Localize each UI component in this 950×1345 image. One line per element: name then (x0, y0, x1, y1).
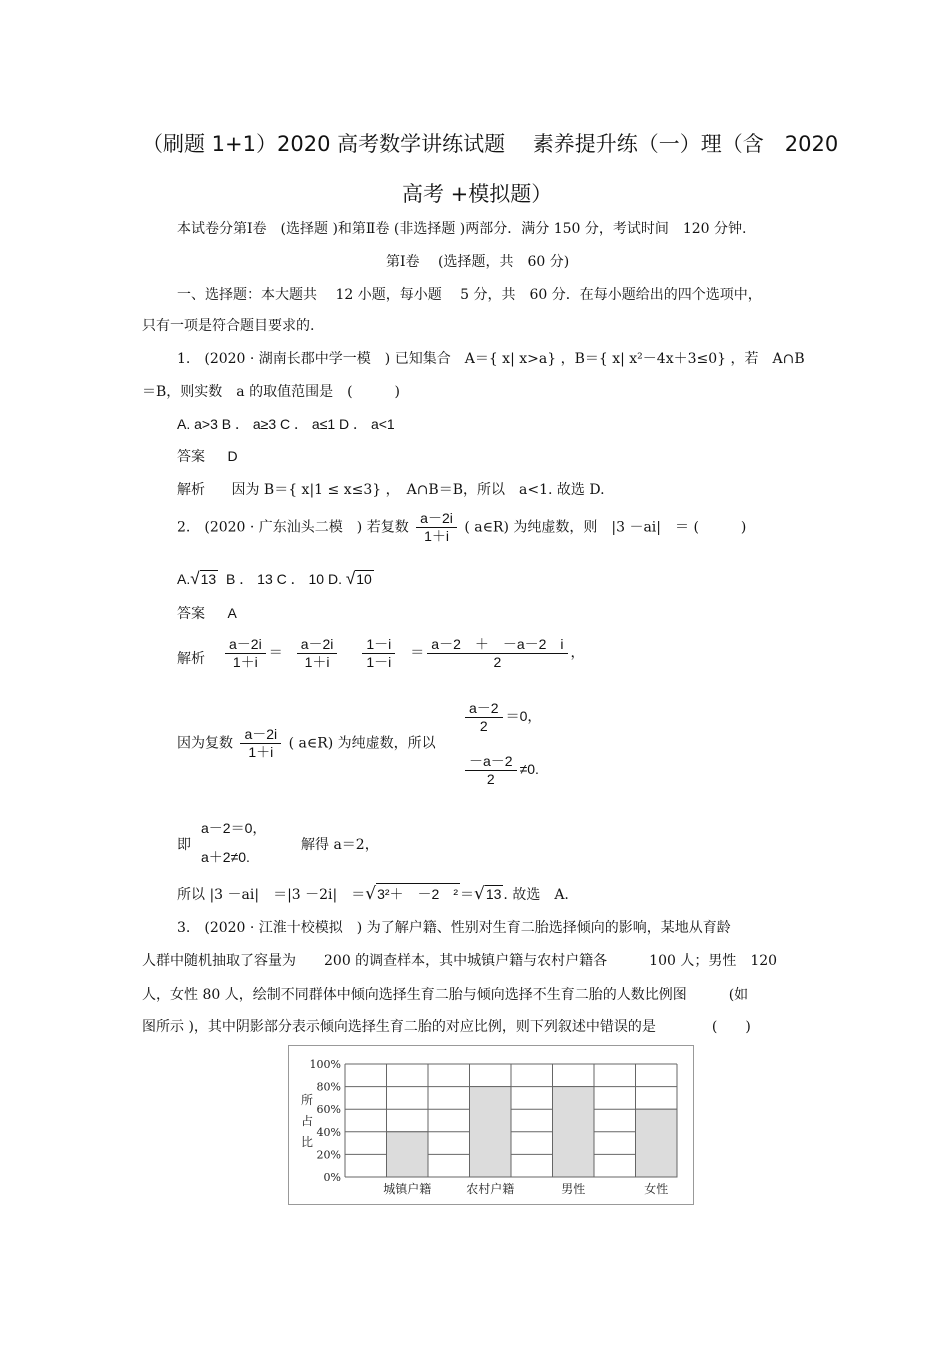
q2-stem-fraction (416, 510, 457, 545)
x-category-label: 农村户籍 (466, 1182, 515, 1196)
bar-2 (470, 1087, 512, 1177)
q2-system-line2 (462, 753, 539, 788)
part1-header: 第Ⅰ卷 (选择题，共 60 分) (386, 254, 570, 270)
frac-den: 1＋i (232, 654, 258, 670)
y-tick-labels (310, 1058, 341, 1184)
q2-frac-den: 1＋i (424, 528, 449, 544)
y-axis-label-char: 比 (300, 1135, 314, 1149)
frac-num: 1－i (362, 636, 395, 654)
frac-num: －a－2 (465, 753, 517, 771)
sqrt-icon: √ (365, 884, 377, 904)
q2-opt-a-radicand: 13 (200, 571, 217, 587)
q2-eq-frac2 (297, 636, 338, 671)
q3-line4: 图所示 )，其中阴影部分表示倾向选择生育二胎的对应比例，则下列叙述中错误的是 ( ) (142, 1019, 751, 1035)
q1-analysis-label: 解析 (177, 482, 205, 498)
q2-analysis-eq (222, 636, 585, 671)
frac-num: a－2 (465, 700, 503, 718)
bar-1 (387, 1132, 429, 1177)
q2-answer (177, 603, 237, 623)
frac-den: 1＋i (248, 744, 274, 760)
equals-sign: ＝ (460, 887, 474, 903)
q1-stem-line2: ＝B，则实数 a 的取值范围是 ( ) (142, 384, 401, 400)
q1-answer (177, 446, 238, 466)
comma: ， (570, 644, 585, 661)
q3-line2: 人群中随机抽取了容量为 200 的调查样本，其中城镇户籍与农村户籍各 100 人；男性 120 (142, 953, 778, 969)
frac-num: a－2 ＋ －a－2 i (427, 636, 567, 654)
sqrt-icon: √ (345, 569, 356, 588)
q2-answer-label: 答案 (177, 606, 205, 622)
y-tick-label: 100% (309, 1058, 341, 1071)
sys2-fraction (465, 753, 517, 788)
q2-since (177, 726, 436, 761)
section1-line2: 只有一项是符合题目要求的. (142, 318, 315, 334)
q2-final-prefix: 所以 |3 －ai| ＝|3 －2i| ＝ (177, 887, 366, 903)
frac-den: 1－i (366, 654, 392, 670)
q2-options (177, 569, 374, 589)
q3-chart-frame (288, 1045, 694, 1205)
q2-stem-prefix: 2. (2020 · 广东汕头二模 ) 若复数 (177, 519, 409, 536)
q2-since-fraction (240, 726, 281, 761)
x-category-label: 女性 (644, 1182, 669, 1196)
equals-sign: ＝ (410, 644, 425, 661)
q2-since-suffix: ( a∈R) 为纯虚数，所以 (288, 735, 436, 752)
q2-final-radicand2: 13 (485, 886, 502, 902)
y-tick-label: 80% (316, 1080, 341, 1094)
x-category-label: 男性 (561, 1182, 586, 1196)
bar-3 (553, 1087, 595, 1177)
q2-system-line1 (462, 700, 541, 735)
q1-analysis (177, 479, 605, 499)
q2-opt-a: A. (177, 571, 191, 587)
q3-line1: 3. (2020 · 江淮十校模拟 ) 为了解户籍、性别对生育二胎选择倾向的影响，某地从育龄 (177, 920, 731, 936)
q2-opt-d-radicand: 10 (356, 571, 372, 587)
y-axis-label-char: 占 (300, 1114, 314, 1128)
y-axis-label (301, 1093, 313, 1149)
section1-line1: 一、选择题：本大题共 12 小题，每小题 5 分，共 60 分．在每小题给出的四个选项中， (177, 287, 762, 303)
frac-den: 2 (479, 718, 488, 734)
doc-title-line2: 高考 +模拟题） (402, 182, 553, 206)
sys1-fraction (465, 700, 503, 735)
q2-stem-suffix: ( a∈R) 为纯虚数，则 |3 －ai| ＝ ( ) (464, 519, 747, 536)
doc-title-line1: （刷题 1+1）2020 高考数学讲练试题 素养提升练（一）理（含 2020 (142, 132, 839, 156)
y-tick-label: 60% (316, 1103, 341, 1117)
y-tick-label: 40% (316, 1125, 341, 1139)
q2-ji-line2: a＋2≠0. (201, 849, 250, 865)
q1-answer-value: D (227, 448, 238, 464)
q2-analysis-label: 解析 (177, 651, 205, 667)
q2-final (177, 883, 569, 904)
bar-4 (636, 1109, 678, 1177)
q2-solve: 解得 a＝2， (301, 837, 379, 853)
y-tick-label: 0% (323, 1171, 341, 1184)
x-category-label: 城镇户籍 (383, 1182, 432, 1196)
q2-since-prefix: 因为复数 (177, 735, 233, 752)
q2-stem (177, 510, 746, 545)
frac-den: 2 (486, 771, 495, 787)
q3-line3: 人，女性 80 人，绘制不同群体中倾向选择生育二胎与倾向选择不生育二胎的人数比例图 (如 (142, 987, 749, 1003)
sys2-rhs: ≠0. (519, 761, 539, 778)
q2-ji: 即 (177, 837, 191, 853)
q2-ji-line1: a－2＝0， (201, 820, 267, 836)
frac-num: a－2i (240, 726, 281, 744)
q2-eq-frac4 (427, 636, 567, 671)
intro-text: 本试卷分第Ⅰ卷 (选择题 )和第Ⅱ卷 (非选择题 )两部分．满分 150 分，考试时间 120 分钟. (177, 221, 747, 237)
q1-options: A. a>3 B ． a≥3 C ． a≤1 D ． a<1 (177, 416, 395, 432)
frac-num: a－2i (225, 636, 266, 654)
q3-chart (289, 1046, 693, 1204)
q2-eq-frac1 (225, 636, 266, 671)
sqrt-icon: √ (474, 884, 485, 904)
q2-opt-rest: B ． 13 C ． 10 D. (226, 571, 342, 587)
frac-num: a－2i (297, 636, 338, 654)
q2-final-radicand: 3²＋ －2 ² (376, 883, 460, 904)
q2-frac-num: a－2i (416, 510, 457, 528)
q1-answer-label: 答案 (177, 449, 205, 465)
q2-eq-frac3 (362, 636, 395, 671)
q2-answer-value: A (227, 605, 237, 621)
frac-den: 1＋i (304, 654, 330, 670)
q2-final-suffix: . 故选 A. (503, 887, 569, 903)
q1-stem-line1: 1. (2020 · 湖南长郡中学一模 ) 已知集合 A＝{ x| x>a} ，B＝{ x| x²－4x＋3≤0} ，若 A∩B (177, 351, 805, 367)
y-tick-label: 20% (316, 1148, 341, 1162)
x-category-labels (383, 1181, 668, 1196)
y-axis-label-char: 所 (300, 1093, 314, 1107)
sqrt-icon: √ (190, 569, 200, 588)
frac-den: 2 (493, 654, 502, 670)
equals-sign: ＝ (268, 644, 283, 661)
sys1-rhs: ＝0， (505, 708, 542, 725)
q1-analysis-text: 因为 B＝{ x|1 ≤ x≤3} ， A∩B＝B，所以 a<1. 故选 D. (231, 482, 605, 498)
